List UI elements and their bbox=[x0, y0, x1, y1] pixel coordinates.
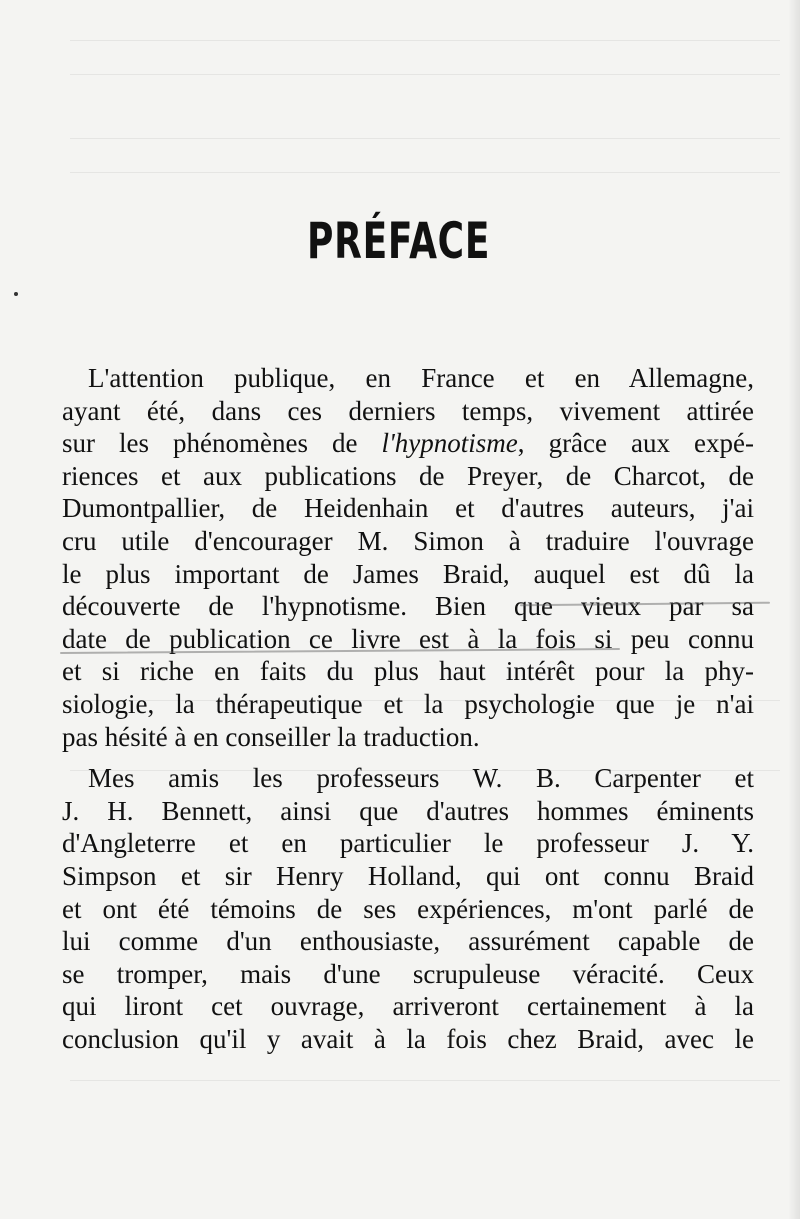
text-line: Dumontpallier, de Heidenhain et d'autres auteurs, j'ai bbox=[62, 493, 754, 524]
text-line: L'attention publique, en France et en Allemagne, bbox=[88, 363, 754, 393]
text-line: pas hésité à en conseiller la traduction. bbox=[62, 721, 480, 752]
page-edge-shadow bbox=[788, 0, 800, 1219]
text-line: date de publication ce livre est à la fois si peu connu bbox=[62, 623, 754, 654]
text-line: conclusion qu'il y avait à la fois chez Braid, avec le bbox=[62, 1023, 754, 1054]
text-line bbox=[62, 427, 754, 460]
text-line: le plus important de James Braid, auquel est dû la bbox=[62, 558, 754, 589]
ink-speck bbox=[14, 292, 18, 296]
text-line: Mes amis les professeurs W. B. Carpenter et bbox=[88, 763, 754, 794]
text-line: découverte de l'hypnotisme. Bien que vieux par sa bbox=[62, 591, 754, 622]
text-line: siologie, la thérapeutique et la psychologie que je n'ai bbox=[62, 688, 754, 719]
text-line: qui liront cet ouvrage, arriveront certainement à la bbox=[62, 991, 754, 1022]
text-line: lui comme d'un enthousiaste, assurément capable de bbox=[62, 926, 754, 957]
bleed-through-text bbox=[60, 0, 760, 110]
text-line: Simpson et sir Henry Holland, qui ont connu Braid bbox=[62, 860, 754, 891]
text-segment: , grâce aux expé- bbox=[517, 428, 754, 459]
text-segment: sur les phénomènes de bbox=[62, 428, 382, 459]
text-line: se tromper, mais d'une scrupuleuse véracité. Ceux bbox=[62, 958, 754, 989]
text-line: riences et aux publications de Preyer, de Charcot, de bbox=[62, 460, 754, 491]
page-title: PRÉFACE bbox=[307, 212, 491, 270]
text-line: ayant été, dans ces derniers temps, vivement attirée bbox=[62, 395, 754, 426]
paragraph-2 bbox=[62, 762, 754, 1055]
text-line: et si riche en faits du plus haut intérêt pour la phy- bbox=[62, 656, 754, 687]
italic-term: l'hypnotisme bbox=[381, 428, 518, 459]
text-line: J. H. Bennett, ainsi que d'autres hommes éminents bbox=[62, 795, 754, 826]
paragraph-1 bbox=[62, 362, 754, 753]
text-line: et ont été témoins de ses expériences, m'ont parlé de bbox=[62, 893, 754, 924]
text-line: cru utile d'encourager M. Simon à traduire l'ouvrage bbox=[62, 525, 754, 556]
text-line: d'Angleterre et en particulier le professeur J. Y. bbox=[62, 828, 754, 859]
body-text bbox=[62, 362, 754, 1055]
